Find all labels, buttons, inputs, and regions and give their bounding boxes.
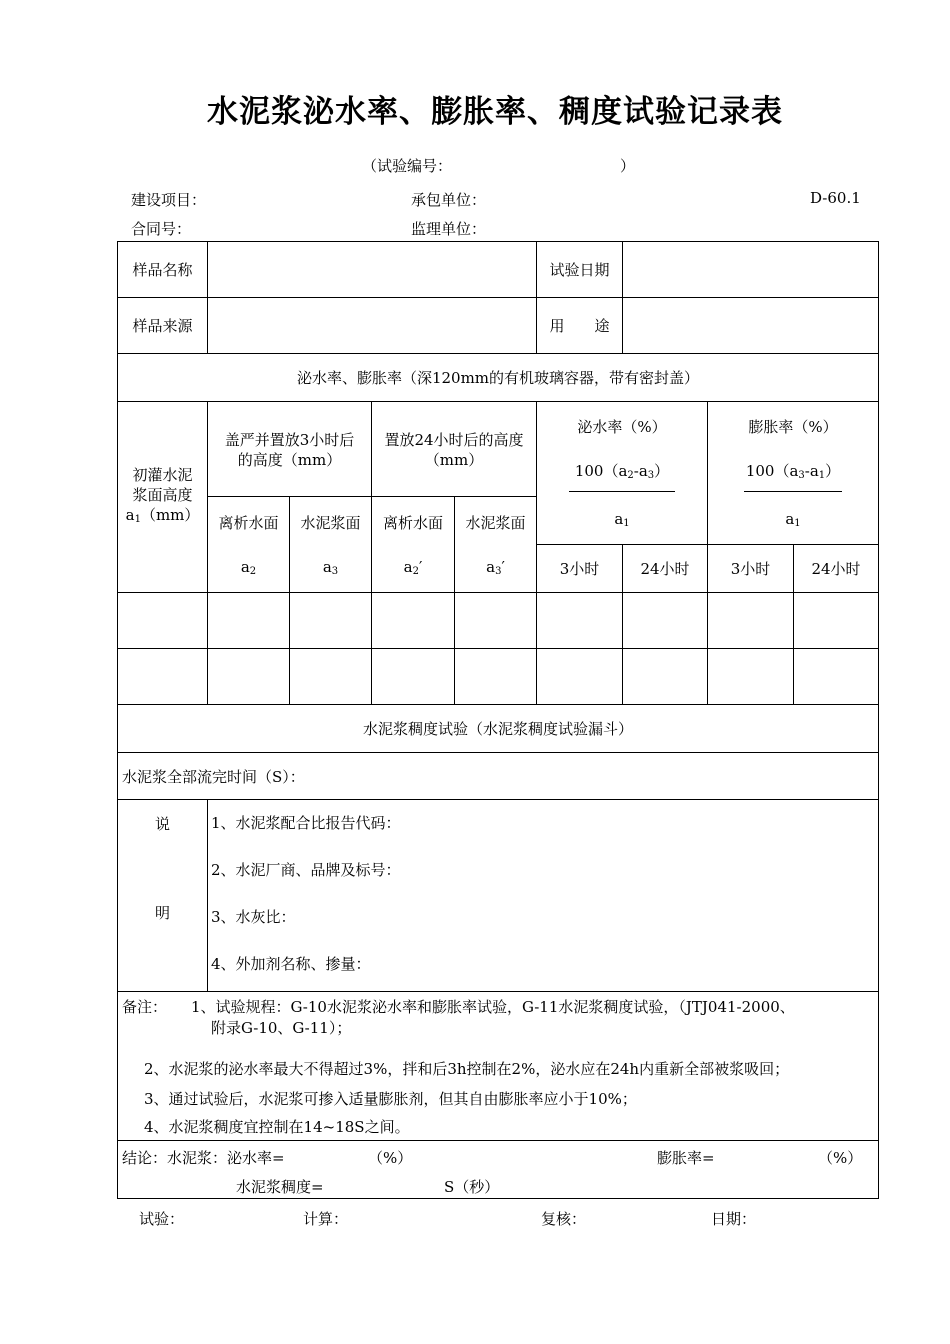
contract-label: 合同号：: [131, 220, 192, 238]
test-number-label: （试验编号：: [362, 157, 453, 175]
footer-calc: 计算：: [303, 1210, 349, 1228]
sample-name-field[interactable]: [208, 242, 537, 298]
data-cell[interactable]: [118, 593, 208, 649]
initial-height-line2: 浆面高度: [132, 485, 193, 504]
after-3h-line2: 的高度（mm）: [237, 451, 342, 469]
record-table: [117, 241, 879, 1199]
initial-height-line3: $a_1(mm)$: [125, 505, 200, 525]
sep-water-a2-header: [208, 497, 290, 593]
notes-item-1-line1: 1、试验规程：G-10水泥浆泌水率和膨胀率试验，G-11水泥浆稠度试验，（JTJ041-2000、: [191, 998, 795, 1016]
test-date-label: 试验日期: [537, 242, 623, 298]
test-number-close: ）: [620, 157, 636, 175]
conclusion-consistency-label: 水泥浆稠度=: [236, 1178, 324, 1196]
expand-formula-denominator: $a_1$: [785, 510, 801, 529]
initial-height-header: [118, 402, 208, 593]
a3-prime-label: $a_3'$: [486, 558, 505, 577]
explain-label-top: 说: [154, 815, 170, 833]
bleed-formula-denominator: $a_1$: [614, 510, 630, 529]
explain-label: [118, 800, 208, 992]
after-3h-header: [208, 402, 372, 497]
grout-surface-24h-label: 水泥浆面: [465, 514, 526, 532]
data-cell[interactable]: [208, 649, 290, 705]
bleed-3h-header: 3小时: [537, 545, 623, 593]
data-cell[interactable]: [290, 649, 372, 705]
notes-block: [118, 992, 879, 1141]
data-cell[interactable]: [455, 593, 537, 649]
footer-review: 复核：: [541, 1210, 587, 1228]
sep-water-label: 离析水面: [218, 514, 279, 532]
expand-24h-header: 24小时: [794, 545, 879, 593]
data-cell[interactable]: [372, 593, 455, 649]
sample-source-field[interactable]: [208, 298, 537, 354]
explain-list: [208, 800, 879, 992]
data-row: [118, 593, 879, 649]
bleed-rate-label: 泌水率（%）: [577, 418, 667, 436]
notes-item-4: 4、水泥浆稠度宜控制在14~18S之间。: [144, 1118, 410, 1136]
data-cell[interactable]: [708, 593, 794, 649]
data-cell[interactable]: [455, 649, 537, 705]
data-cell[interactable]: [794, 649, 879, 705]
flow-time-label: 水泥浆全部流完时间（S）：: [118, 753, 879, 800]
data-cell[interactable]: [118, 649, 208, 705]
notes-item-3: 3、通过试验后，水泥浆可掺入适量膨胀剂，但其自由膨胀率应小于10%；: [144, 1090, 637, 1108]
notes-label: 备注：: [122, 998, 168, 1016]
project-label: 建设项目：: [131, 191, 207, 209]
use-label: 用 途: [537, 298, 623, 354]
grout-surface-a3-header: [290, 497, 372, 593]
data-cell[interactable]: [372, 649, 455, 705]
bleed-section-title: 泌水率、膨胀率（深120mm的有机玻璃容器，带有密封盖）: [118, 354, 879, 402]
conclusion-pct-1: （%）: [368, 1149, 413, 1167]
data-cell[interactable]: [623, 593, 708, 649]
expand-rate-label: 膨胀率（%）: [748, 418, 838, 436]
conclusion-block: [118, 1141, 879, 1199]
expand-3h-header: 3小时: [708, 545, 794, 593]
explain-item: 1、水泥浆配合比报告代码：: [211, 814, 401, 832]
conclusion-expand-label: 膨胀率=: [657, 1149, 715, 1167]
a2-label: $a_2$: [240, 558, 257, 577]
data-cell[interactable]: [290, 593, 372, 649]
notes-item-2: 2、水泥浆的泌水率最大不得超过3%，拌和后3h控制在2%，泌水应在24h内重新全部被浆吸回；: [144, 1060, 790, 1078]
conclusion-pct-2: （%）: [818, 1149, 863, 1167]
sep-water-24h-label: 离析水面: [382, 514, 443, 532]
initial-height-line1: 初灌水泥: [132, 465, 193, 484]
notes-item-1-line2: 附录G-10、G-11）；: [211, 1019, 352, 1037]
page-title: 水泥浆泌水率、膨胀率、稠度试验记录表: [207, 94, 783, 130]
data-row: [118, 649, 879, 705]
after-24h-header: [372, 402, 537, 497]
conclusion-label: 结论：水泥浆：泌水率=: [122, 1149, 285, 1167]
footer-date: 日期：: [711, 1210, 757, 1228]
form-code: D-60.1: [810, 189, 861, 207]
grout-surface-label: 水泥浆面: [300, 514, 361, 532]
expand-fraction-line: [744, 491, 842, 492]
data-cell[interactable]: [537, 649, 623, 705]
grout-surface-a3p-header: [455, 497, 537, 593]
a3-label: $a_3$: [322, 558, 339, 577]
test-date-field[interactable]: [623, 242, 879, 298]
explain-label-bottom: 明: [154, 904, 170, 922]
expand-formula-numerator: $100(a_3-a_1)$: [745, 462, 841, 481]
bleed-fraction-line: [569, 491, 675, 492]
after-24h-line1: 置放24小时后的高度: [384, 431, 524, 449]
sample-name-label: 样品名称: [118, 242, 208, 298]
contractor-label: 承包单位：: [411, 191, 487, 209]
explain-item: 2、水泥厂商、品牌及标号：: [211, 861, 401, 879]
conclusion-seconds: S（秒）: [444, 1178, 500, 1196]
after-24h-line2: （mm）: [424, 451, 484, 469]
a2-prime-label: $a_2'$: [403, 558, 423, 577]
explain-item: 4、外加剂名称、掺量：: [211, 955, 371, 973]
data-cell[interactable]: [623, 649, 708, 705]
data-cell[interactable]: [708, 649, 794, 705]
data-cell[interactable]: [208, 593, 290, 649]
sample-source-label: 样品来源: [118, 298, 208, 354]
after-3h-line1: 盖严并置放3小时后: [224, 431, 355, 449]
consistency-title: 水泥浆稠度试验（水泥浆稠度试验漏斗）: [118, 705, 879, 753]
explain-item: 3、水灰比：: [211, 908, 296, 926]
supervisor-label: 监理单位：: [411, 220, 487, 238]
expand-rate-header: [708, 402, 879, 545]
sep-water-a2p-header: [372, 497, 455, 593]
bleed-rate-header: [537, 402, 708, 545]
data-cell[interactable]: [794, 593, 879, 649]
bleed-24h-header: 24小时: [623, 545, 708, 593]
data-cell[interactable]: [537, 593, 623, 649]
footer-test: 试验：: [139, 1210, 185, 1228]
bleed-formula-numerator: $100(a_2-a_3)$: [574, 462, 670, 481]
use-field[interactable]: [623, 298, 879, 354]
